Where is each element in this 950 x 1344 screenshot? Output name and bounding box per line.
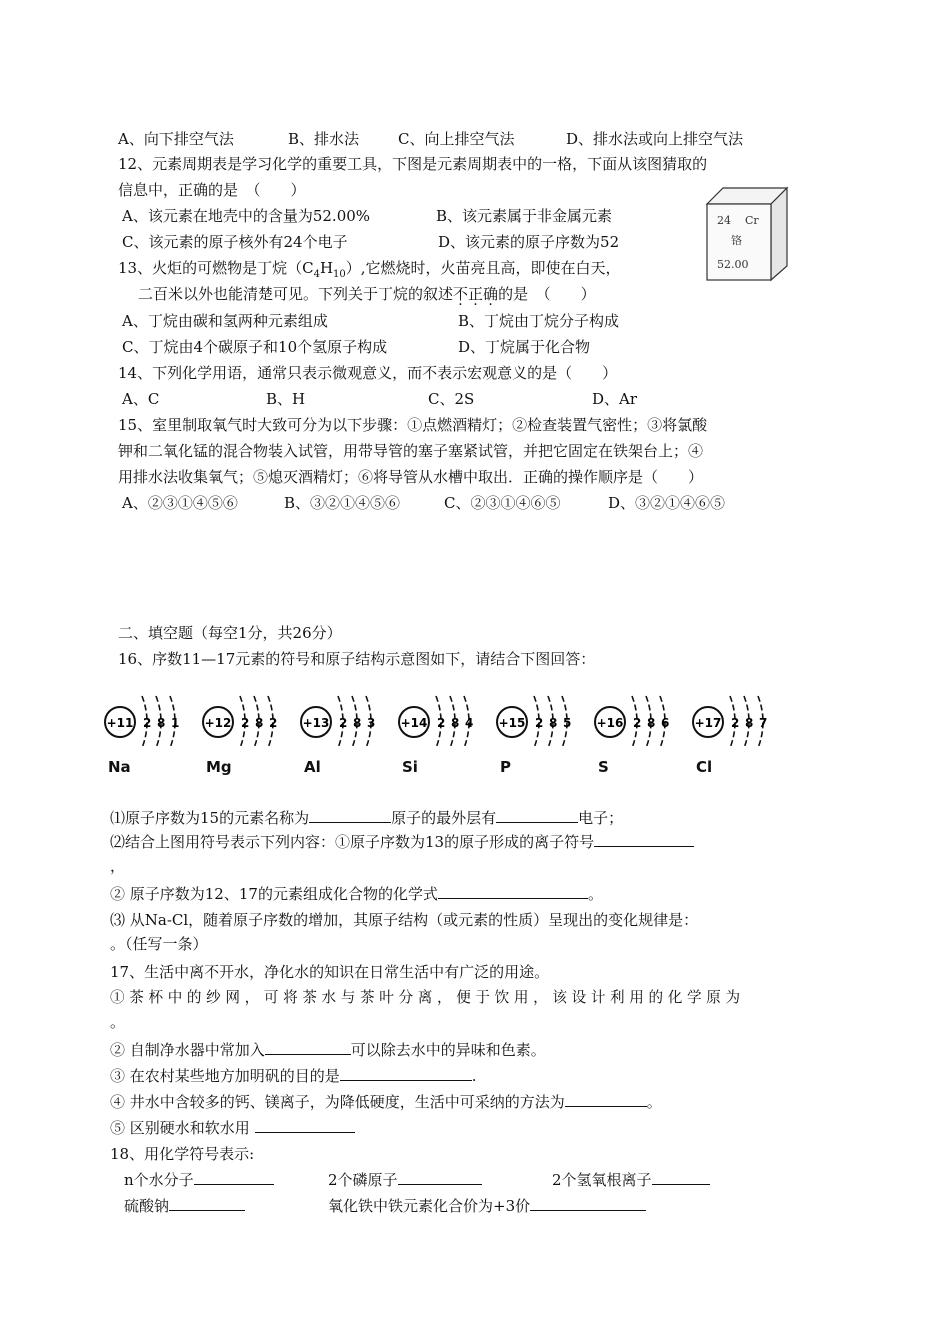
answer-blank[interactable] <box>496 808 578 823</box>
q17-item3: ③ 在农村某些地方加明矾的目的是 . <box>110 1067 477 1085</box>
q16-part2: ⑵结合上图用符号表示下列内容：①原子序数为13的原子形成的离子符号 <box>110 832 694 852</box>
q16-part2-comma: ， <box>110 857 126 875</box>
q11-option-a: A、向下排空气法 <box>118 130 234 148</box>
q12-option-c: C、该元素的原子核外有24个电子 <box>122 233 348 251</box>
q18-stem: 18、用化学符号表示: <box>110 1145 255 1163</box>
q14-stem: 14、下列化学用语，通常只表示微观意义，而不表示宏观意义的是（ ） <box>118 364 618 382</box>
q18-item-water: n个水分子 <box>124 1170 274 1190</box>
electron-count: 5 <box>563 716 572 730</box>
electron-count: 2 <box>437 716 446 730</box>
q15-option-a: A、②③①④⑤⑥ <box>122 494 238 512</box>
answer-blank[interactable] <box>340 1066 472 1081</box>
q13-option-c: C、丁烷由4个碳原子和10个氢原子构成 <box>122 338 388 356</box>
nucleus-charge: +11 <box>106 716 134 730</box>
q12-option-a: A、该元素在地壳中的含量为52.00% <box>122 207 371 225</box>
q14-option-a: A、C <box>122 390 160 408</box>
nucleus-charge: +17 <box>694 716 722 730</box>
element-symbol: Al <box>304 758 321 776</box>
q15-line3: 用排水法收集氧气；⑤熄灭酒精灯；⑥将导管从水槽中取出．正确的操作顺序是（ ） <box>118 468 704 486</box>
electron-count: 2 <box>535 716 544 730</box>
electron-count: 8 <box>647 716 656 730</box>
atom-diagram <box>693 696 767 748</box>
electron-count: 2 <box>241 716 250 730</box>
q17-stem: 17、生活中离不开水，净化水的知识在日常生活中有广泛的用途。 <box>110 963 550 981</box>
cell-symbol: Cr <box>745 214 759 227</box>
electron-count: 3 <box>367 716 376 730</box>
q15-line1: 15、室里制取氧气时大致可分为以下步骤：①点燃酒精灯；②检查装置气密性；③将氯酸 <box>118 416 708 434</box>
q11-option-b: B、排水法 <box>288 130 360 148</box>
element-symbol: Cl <box>696 758 713 776</box>
electron-count: 8 <box>255 716 264 730</box>
q12-stem-line2: 信息中，正确的是 （ ） <box>118 181 306 199</box>
electron-count: 2 <box>143 716 152 730</box>
periodic-table-cell <box>705 186 789 282</box>
answer-blank[interactable] <box>530 1196 646 1211</box>
q18-item-hydroxide: 2个氢氧根离子 <box>552 1170 710 1190</box>
electron-count: 2 <box>269 716 278 730</box>
q14-option-b: B、H <box>266 390 306 408</box>
atomic-structure-diagrams <box>98 680 798 780</box>
q13-option-a: A、丁烷由碳和氢两种元素组成 <box>122 312 328 330</box>
q16-part2-formula: ② 原子序数为12、17的元素组成化合物的化学式 。 <box>110 885 603 903</box>
q17-item1-end: 。 <box>110 1013 126 1031</box>
element-symbol: Si <box>402 758 418 776</box>
element-symbol: S <box>598 758 609 776</box>
q15-line2: 钾和二氧化锰的混合物装入试管，用带导管的塞子塞紧试管，并把它固定在铁架台上；④ <box>118 442 704 460</box>
q15-option-d: D、③②①④⑥⑤ <box>608 494 726 512</box>
element-symbol: Mg <box>206 758 232 776</box>
atom-diagram <box>497 696 571 748</box>
q16-stem: 16、序数11—17元素的符号和原子结构示意图如下，请结合下图回答： <box>118 650 596 668</box>
q12-option-b: B、该元素属于非金属元素 <box>436 207 613 225</box>
q12-option-d: D、该元素的原子序数为52 <box>438 233 620 251</box>
q14-option-d: D、Ar <box>592 390 638 408</box>
nucleus-charge: +15 <box>498 716 526 730</box>
q13-option-d: D、丁烷属于化合物 <box>458 338 591 356</box>
answer-blank[interactable] <box>309 808 391 823</box>
q15-option-c: C、②③①④⑥⑤ <box>444 494 561 512</box>
q17-item4: ④ 井水中含较多的钙、镁离子，为降低硬度，生活中可采纳的方法为 。 <box>110 1093 662 1111</box>
q11-option-c: C、向上排空气法 <box>398 130 515 148</box>
element-symbol: Na <box>108 758 131 776</box>
cell-atomic-number: 24 <box>717 214 731 227</box>
q18-item-sodium-sulfate: 硫酸钠 <box>124 1196 245 1216</box>
answer-blank[interactable] <box>255 1118 355 1133</box>
q17-item5: ⑤ 区别硬水和软水用 <box>110 1118 355 1138</box>
answer-blank[interactable] <box>398 1170 482 1185</box>
answer-blank[interactable] <box>565 1092 647 1107</box>
q18-item-iron-oxide: 氧化铁中铁元素化合价为+3价 <box>328 1196 646 1216</box>
q16-part1: ⑴原子序数为15的元素名称为 原子的最外层有 电子； <box>110 809 624 827</box>
q13-stem-line1: 13、火炬的可燃物是丁烷$(C_4H_{10})$,它燃烧时，火苗亮且高，即使在白天， <box>118 259 621 280</box>
electron-count: 1 <box>171 716 180 730</box>
q16-part3: ⑶ 从Na-Cl，随着原子序数的增加，其原子结构（或元素的性质）呈现出的变化规律是： <box>110 911 699 929</box>
atom-diagram <box>595 696 669 748</box>
q12-stem-line1: 12、元素周期表是学习化学的重要工具，下图是元素周期表中的一格，下面从该图猜取的 <box>118 155 708 173</box>
nucleus-charge: +12 <box>204 716 232 730</box>
cell-atomic-mass: 52.00 <box>717 258 749 271</box>
q18-item-phosphorus: 2个磷原子 <box>328 1170 482 1190</box>
answer-blank[interactable] <box>265 1040 351 1055</box>
section-two-title: 二、填空题（每空1分，共26分） <box>118 624 342 642</box>
q17-item2: ② 自制净水器中常加入 可以除去水中的异味和色素。 <box>110 1041 546 1059</box>
atom-diagram <box>399 696 473 748</box>
nucleus-charge: +13 <box>302 716 330 730</box>
electron-count: 8 <box>745 716 754 730</box>
element-symbol: P <box>500 758 511 776</box>
electron-count: 6 <box>661 716 670 730</box>
atom-diagram <box>203 696 277 748</box>
answer-blank[interactable] <box>594 832 694 847</box>
electron-count: 4 <box>465 716 474 730</box>
nucleus-charge: +16 <box>596 716 624 730</box>
q16-part3-end: 。（任写一条） <box>110 935 208 953</box>
electron-count: 8 <box>549 716 558 730</box>
q15-option-b: B、③②①④⑤⑥ <box>284 494 401 512</box>
electron-count: 8 <box>353 716 362 730</box>
q17-item1: ① 茶 杯 中 的 纱 网 ， 可 将 茶 水 与 茶 叶 分 离 ， 便 于 饮 用 ， 该 设 计 利 用 的 化 学 原 为 <box>110 989 741 1006</box>
q11-option-d: D、排水法或向上排空气法 <box>566 130 744 148</box>
atom-diagram <box>301 696 375 748</box>
answer-blank[interactable] <box>169 1196 245 1211</box>
nucleus-charge: +14 <box>400 716 428 730</box>
electron-count: 2 <box>633 716 642 730</box>
q13-stem-line2: 二百米以外也能清楚可见。下列关于丁烷的叙述不正确的是 （ ） <box>138 285 596 303</box>
answer-blank[interactable] <box>438 884 588 899</box>
electron-count: 8 <box>157 716 166 730</box>
electron-count: 2 <box>731 716 740 730</box>
electron-count: 2 <box>339 716 348 730</box>
cell-element-name: 铬 <box>731 234 742 247</box>
answer-blank[interactable] <box>652 1170 710 1185</box>
electron-count: 7 <box>759 716 768 730</box>
answer-blank[interactable] <box>194 1170 274 1185</box>
q13-option-b: B、丁烷由丁烷分子构成 <box>458 312 620 330</box>
electron-count: 8 <box>451 716 460 730</box>
q14-option-c: C、2S <box>428 390 475 408</box>
atom-diagram <box>105 696 179 748</box>
